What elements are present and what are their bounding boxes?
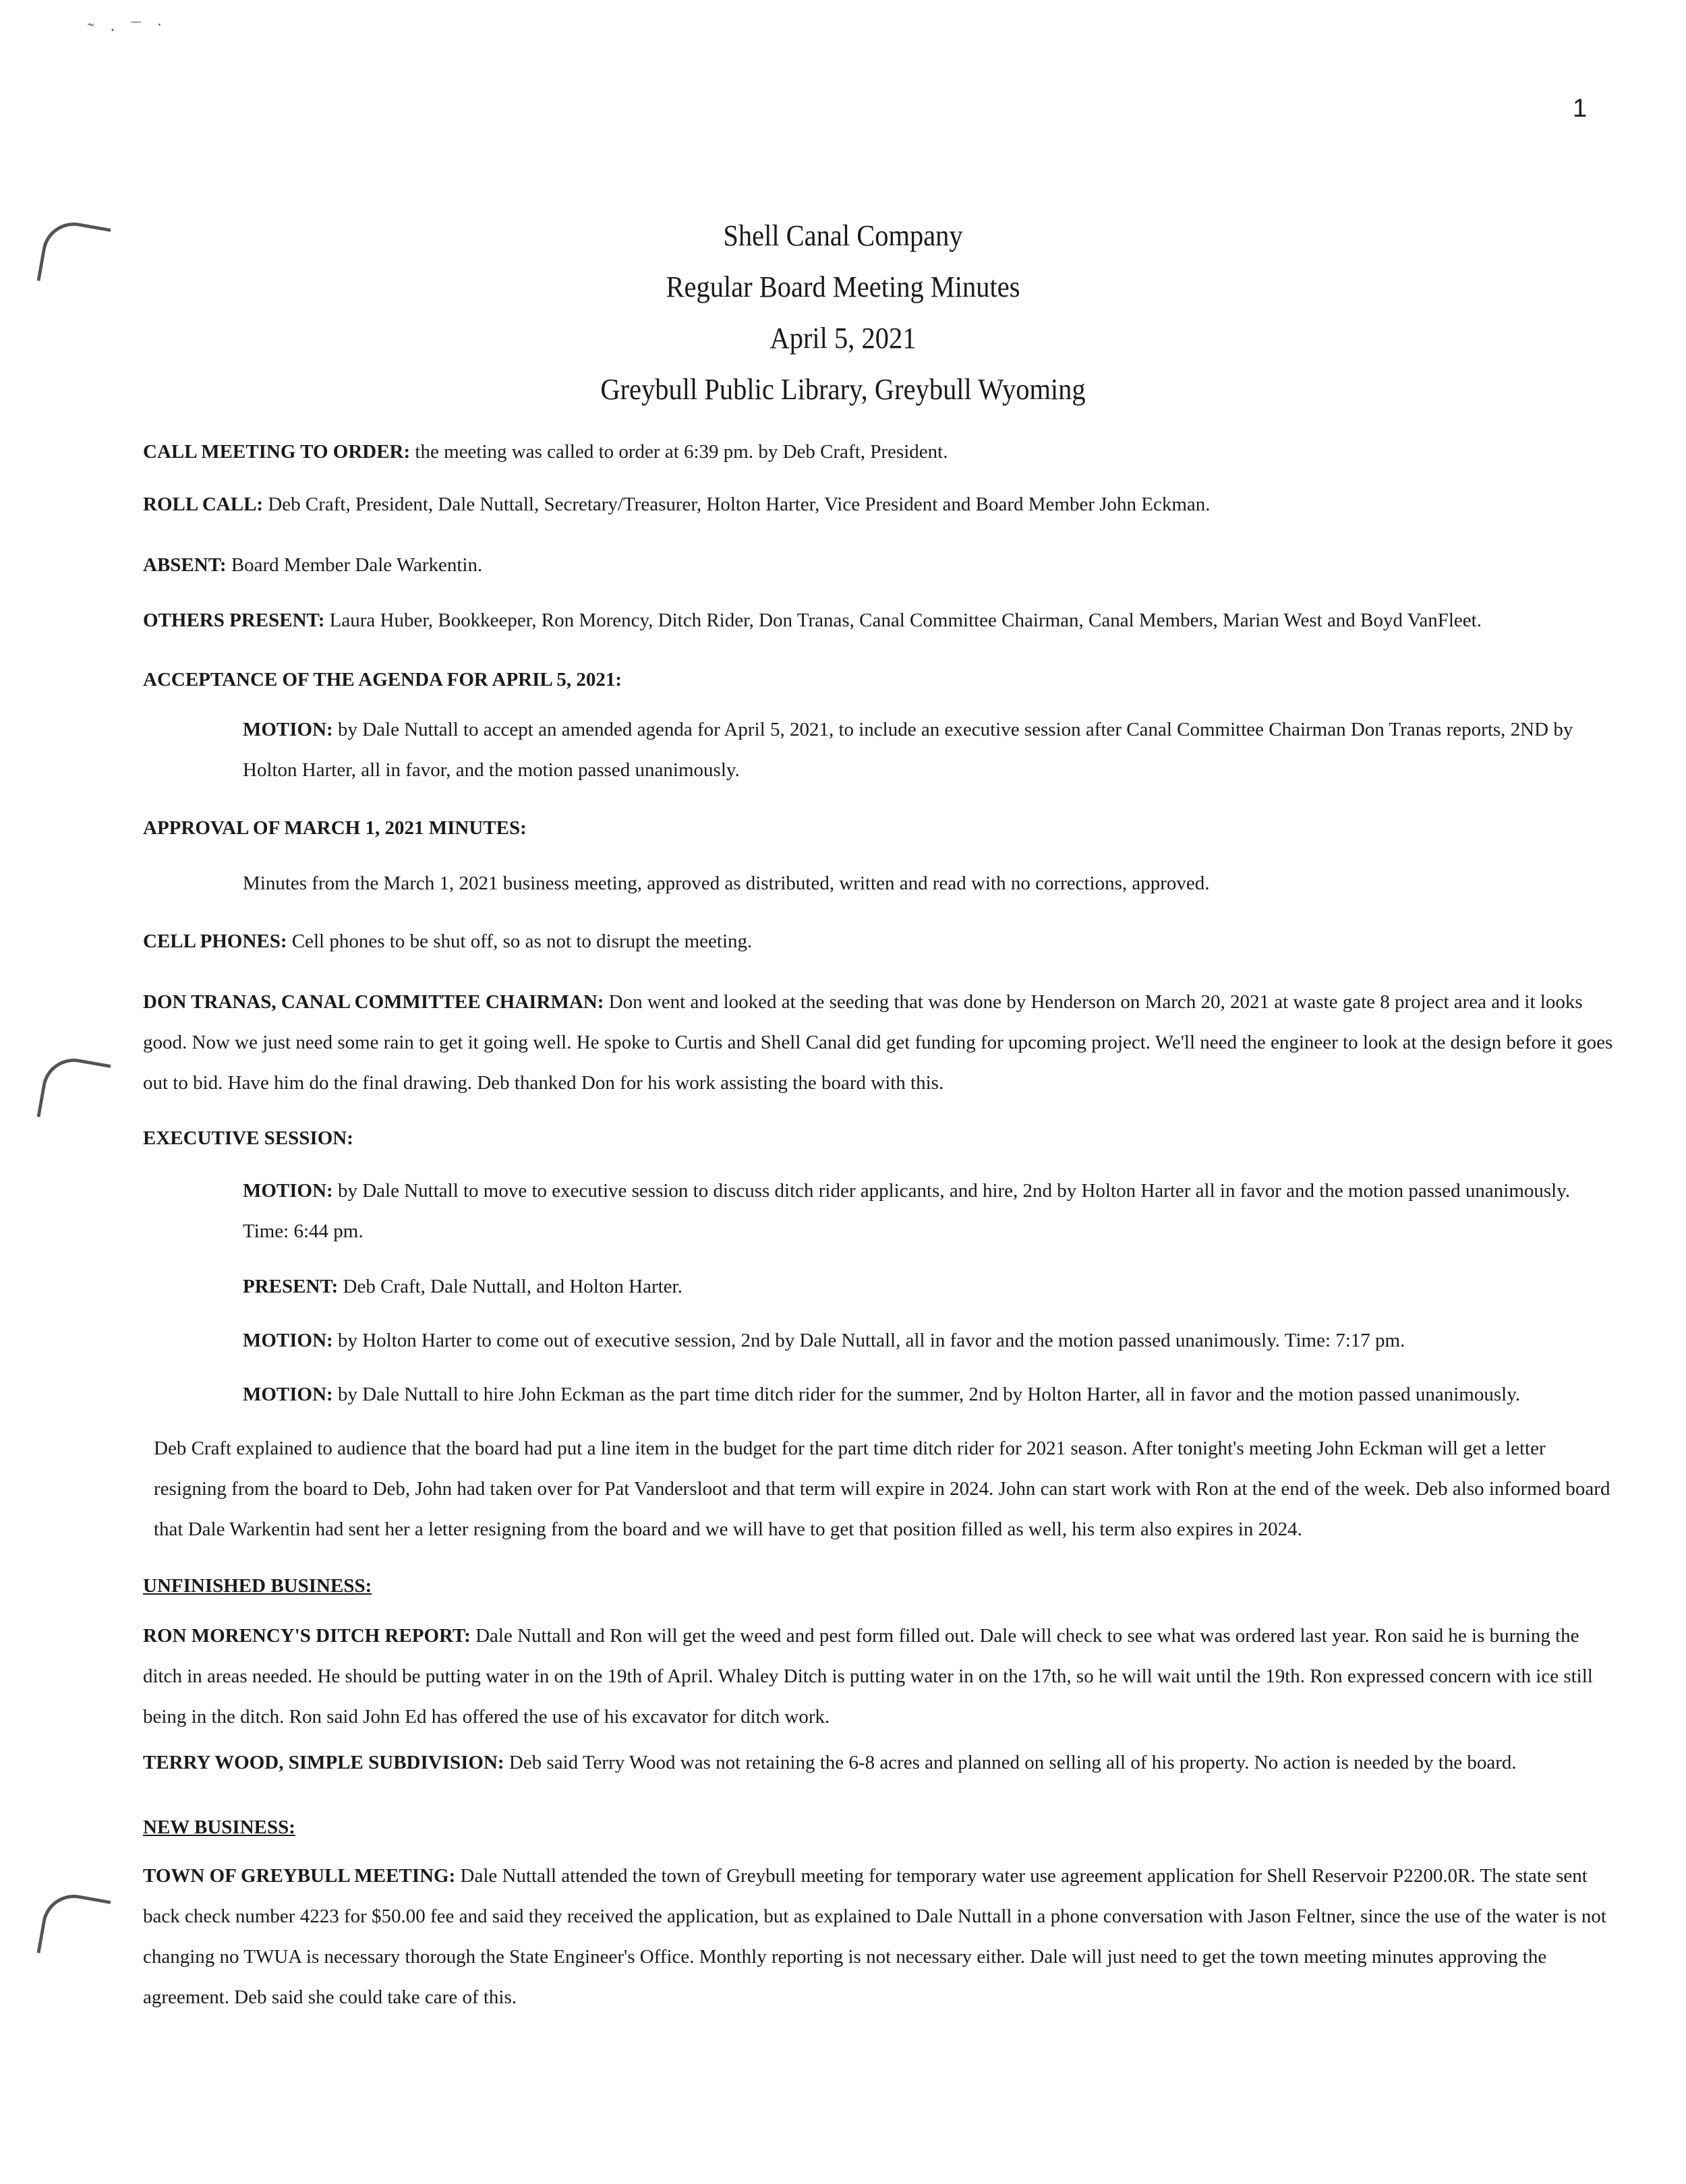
section-label: ROLL CALL:	[143, 494, 264, 515]
section-text: Deb said Terry Wood was not retaining the 6-8 acres and planned on selling all of his property. No action is needed by the board.	[504, 1752, 1517, 1773]
motion-label: MOTION:	[243, 1384, 333, 1405]
section-text: Laura Huber, Bookkeeper, Ron Morency, Ditch Rider, Don Tranas, Canal Committee Chairman, Canal Members, Marian West and Boyd VanFleet.	[324, 610, 1482, 631]
don-tranas-report	[143, 982, 1613, 1103]
section-text: Don went and looked at the seeding that was done by Henderson on March 20, 2021 at waste gate 8 project area and it looks good. Now we just need some rain to get it going well. He spoke to Curtis and Shell Canal did get funding for upcoming project. We'll need the engineer to look at the design before it goes out to bid. Have him do the final drawing. Deb thanked Don for his work assisting the board with this.	[143, 991, 1613, 1094]
cell-phones	[143, 921, 1613, 962]
motion-label: MOTION:	[243, 1180, 333, 1202]
motion-text: by Dale Nuttall to hire John Eckman as the part time ditch rider for the summer, 2nd by Holton Harter, all in favor and the motion passed unanimously.	[332, 1384, 1521, 1405]
executive-motion-1	[243, 1171, 1592, 1251]
motion-text: by Holton Harter to come out of executive session, 2nd by Dale Nuttall, all in favor and the motion passed unanimously. Time: 7:17 pm.	[332, 1330, 1405, 1351]
section-text: Dale Nuttall attended the town of Greybull meeting for temporary water use agreement application for Shell Reservoir P2200.0R. The state sent back check number 4223 for $50.00 fee and said they received the application, but as explained to Dale Nuttall in a phone conversation with Jason Feltner, since the use of the water is not changing no TWUA is necessary thorough the State Engineer's Office. Monthly reporting is not necessary either. Dale will just need to get the town meeting minutes approving the agreement. Deb said she could take care of this.	[143, 1865, 1606, 2008]
section-text: Dale Nuttall and Ron will get the weed and pest form filled out. Dale will check to see what was ordered last year. Ron said he is burning the ditch in areas needed. He should be putting water in on the 19th of April. Whaley Ditch is putting water in on the 17th, so he will wait until the 19th. Ron expressed concern with ice still being in the ditch. Ron said John Ed has offered the use of his excavator for ditch work.	[143, 1625, 1593, 1728]
agenda-heading: ACCEPTANCE OF THE AGENDA FOR APRIL 5, 2021:	[143, 669, 622, 690]
absent	[143, 545, 1613, 585]
company-name: Shell Canal Company	[723, 219, 963, 252]
section-text: Deb Craft, President, Dale Nuttall, Secretary/Treasurer, Holton Harter, Vice President and Board Member John Eckman.	[263, 494, 1211, 515]
section-label: TOWN OF GREYBULL MEETING:	[143, 1865, 456, 1887]
section-label: DON TRANAS, CANAL COMMITTEE CHAIRMAN:	[143, 991, 604, 1013]
meeting-location: Greybull Public Library, Greybull Wyoming	[600, 373, 1086, 406]
unfinished-business-heading: UNFINISHED BUSINESS:	[143, 1575, 372, 1597]
motion-label: MOTION:	[243, 1330, 333, 1351]
executive-motion-2	[243, 1320, 1592, 1361]
new-business-heading: NEW BUSINESS:	[143, 1817, 295, 1838]
minutes-text: Minutes from the March 1, 2021 business meeting, approved as distributed, written and read with no corrections, approved.	[243, 873, 1210, 894]
section-label: RON MORENCY'S DITCH REPORT:	[143, 1625, 471, 1647]
section-label: PRESENT:	[243, 1276, 339, 1297]
minutes-heading: APPROVAL OF MARCH 1, 2021 MINUTES:	[143, 817, 527, 839]
section-label: ABSENT:	[143, 554, 227, 576]
ditch-report	[143, 1616, 1613, 1737]
document-title: Regular Board Meeting Minutes	[666, 270, 1020, 303]
section-text: Board Member Dale Warkentin.	[226, 554, 483, 576]
roll-call	[143, 484, 1613, 525]
motion-text: by Dale Nuttall to move to executive session to discuss ditch rider applicants, and hire, 2nd by Holton Harter all in favor and the motion passed unanimously. Time: 6:44 pm.	[243, 1180, 1571, 1242]
section-text: Cell phones to be shut off, so as not to disrupt the meeting.	[287, 931, 753, 952]
punch-hole-mark	[36, 1889, 111, 1964]
section-text: the meeting was called to order at 6:39 pm. by Deb Craft, President.	[410, 441, 948, 463]
call-to-order	[143, 432, 1613, 472]
terry-wood-subdivision	[143, 1742, 1613, 1783]
executive-motion-3	[243, 1374, 1592, 1415]
section-label: TERRY WOOD, SIMPLE SUBDIVISION:	[143, 1752, 504, 1773]
agenda-motion	[243, 709, 1592, 790]
town-of-greybull-meeting	[143, 1856, 1613, 2017]
meeting-date: April 5, 2021	[769, 322, 917, 355]
section-label: OTHERS PRESENT:	[143, 610, 325, 631]
scan-speck: ˜ · ¯ ˙	[88, 20, 168, 41]
punch-hole-mark	[36, 1053, 111, 1127]
executive-heading: EXECUTIVE SESSION:	[143, 1127, 353, 1149]
section-label: CALL MEETING TO ORDER:	[143, 441, 411, 463]
motion-text: by Dale Nuttall to accept an amended agenda for April 5, 2021, to include an executive session after Canal Committee Chairman Don Tranas reports, 2ND by Holton Harter, all in favor, and the motion passed unanimously.	[243, 719, 1573, 781]
section-label: CELL PHONES:	[143, 931, 287, 952]
motion-label: MOTION:	[243, 719, 333, 740]
section-text: Deb Craft, Dale Nuttall, and Holton Harter.	[338, 1276, 682, 1297]
deb-craft-paragraph: Deb Craft explained to audience that the board had put a line item in the budget for the part time ditch rider for 2021 season. After tonight's meeting John Eckman will get a letter resigning from the board to Deb, John had taken over for Pat Vandersloot and that term will expire in 2024. John can start work with Ron at the end of the week. Deb also informed board that Dale Warkentin had sent her a letter resigning from the board and we will have to get that position filled as well, his term also expires in 2024.	[154, 1438, 1610, 1540]
others-present	[143, 600, 1613, 641]
page-number: 1	[1573, 94, 1588, 123]
executive-present	[243, 1266, 1592, 1307]
document-header	[0, 210, 1686, 415]
